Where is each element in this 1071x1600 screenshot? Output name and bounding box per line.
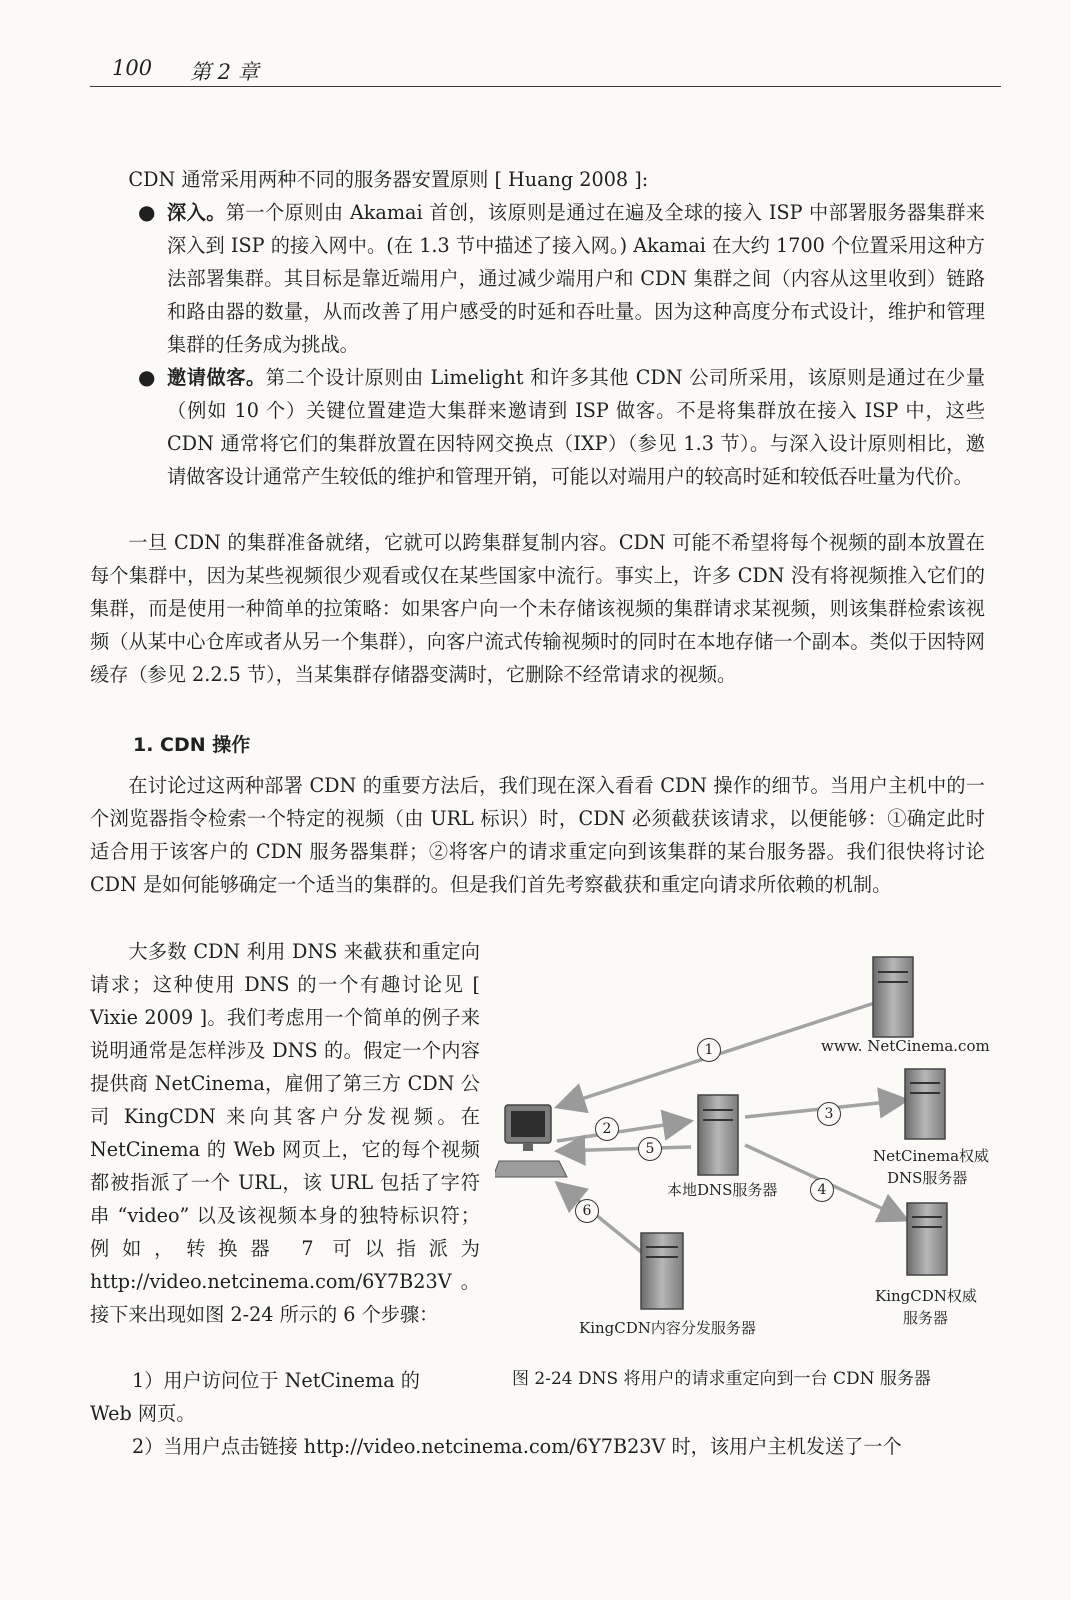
label-netcinema-web: www. NetCinema.com xyxy=(821,1037,990,1055)
kingcdn-auth-server-icon xyxy=(907,1203,947,1275)
figure-dns-redirect xyxy=(495,945,995,1365)
kingcdn-content-server-icon xyxy=(641,1233,683,1309)
step-1-second-line: Web 网页。 xyxy=(90,1402,196,1425)
step-number-5: 5 xyxy=(638,1137,662,1161)
bullet-title: 邀请做客。 xyxy=(167,366,266,389)
section-heading: 1. CDN 操作 xyxy=(133,734,251,756)
label-kingcdn-auth-line1: KingCDN权威 xyxy=(875,1287,977,1305)
netcinema-web-server-icon xyxy=(873,957,913,1037)
bullet-dot-icon: ● xyxy=(138,365,156,389)
page-number: 100 xyxy=(112,56,153,80)
bullet-text: 第二个设计原则由 Limelight 和许多其他 CDN 公司所采用，该原则是通过在少量（例如 10 个）关键位置建造大集群来邀请到 ISP 做客。不是将集群放在接入 ISP 中，这些 CDN 通常将它们的集群放置在因特网交换点（IXP）（参见 1.3 节）。与深入设计原则相比，邀请做客设计通常产生较低的维护和管理开销，可能以对端用户的较高时延和较低吞吐量为代价。 xyxy=(167,366,986,488)
bullet-list xyxy=(90,196,985,493)
netcinema-dns-server-icon xyxy=(905,1069,945,1139)
label-local-dns: 本地DNS服务器 xyxy=(667,1181,778,1199)
step-2: 2）当用户点击链接 http://video.netcinema.com/6Y7B23V 时，该用户主机发送了一个 xyxy=(132,1435,902,1458)
bullet-text: 第一个原则由 Akamai 首创，该原则是通过在遍及全球的接入 ISP 中部署服务器集群来深入到 ISP 的接入网中。(在 1.3 节中描述了接入网。) Akamai 在大约 1700 个位置采用这种方法部署集群。其目标是靠近端用户，通过减少端用户和 CDN 集群之间（内容从这里收到）链路和路由器的数量，从而改善了用户感受的时延和吞吐量。因为这种高度分布式设计，维护和管理集群的任务成为挑战。 xyxy=(167,201,985,356)
bullet-dot-icon: ● xyxy=(138,200,156,224)
chapter-label: 第 2 章 xyxy=(190,60,259,84)
local-dns-server-icon xyxy=(698,1095,738,1175)
label-kingcdn-auth-line2: 服务器 xyxy=(903,1309,949,1327)
bullet-item-invite xyxy=(90,361,985,493)
step-number-2: 2 xyxy=(595,1117,619,1141)
step-number-1: 1 xyxy=(697,1038,721,1062)
bullet-title: 深入。 xyxy=(167,201,226,224)
user-computer-icon xyxy=(495,1105,567,1177)
arrow-step-5 xyxy=(557,1147,691,1151)
step-number-4: 4 xyxy=(810,1178,834,1202)
body-paragraph-2: 在讨论过这两种部署 CDN 的重要方法后，我们现在深入看看 CDN 操作的细节。当用户主机中的一个浏览器指令检索一个特定的视频（由 URL 标识）时，CDN 必须截获该请求，以便能够：①确定此时适合用于该客户的 CDN 服务器集群；②将客户的请求重定向到该集群的某台服务器。我们很快将讨论 CDN 是如何能够确定一个适当的集群的。但是我们首先考察截获和重定向请求所依赖的机制。 xyxy=(90,774,985,896)
label-netcinema-dns-line1: NetCinema权威 xyxy=(873,1147,990,1165)
body-paragraph-1: 一旦 CDN 的集群准备就绪，它就可以跨集群复制内容。CDN 可能不希望将每个视频的副本放置在每个集群中，因为某些视频很少观看或仅在某些国家中流行。事实上，许多 CDN 没有将视频推入它们的集群，而是使用一种简单的拉策略：如果客户向一个未存储该视频的集群请求某视频，则该集群检索该视频（从某中心仓库或者从另一个集群），向客户流式传输视频时的同时在本地存储一个副本。类似于因特网缓存（参见 2.2.5 节），当某集群存储器变满时，它删除不经常请求的视频。 xyxy=(90,531,985,686)
page-header xyxy=(90,52,1001,87)
bullet-item-deep xyxy=(90,196,985,361)
label-netcinema-dns-line2: DNS服务器 xyxy=(887,1169,968,1187)
label-kingcdn-content: KingCDN内容分发服务器 xyxy=(579,1319,756,1337)
body-paragraph-3: 大多数 CDN 利用 DNS 来截获和重定向请求；这种使用 DNS 的一个有趣讨论见 [ Vixie 2009 ]。我们考虑用一个简单的例子来说明通常是怎样涉及 DNS 的。假定一个内容提供商 NetCinema，雇佣了第三方 CDN 公司 KingCDN 来向其客户分发视频。在 NetCinema 的 Web 网页上，它的每个视频都被指派了一个 URL，该 URL 包括了字符串 “video” 以及该视频本身的独特标识符；例如，转换器 7 可以指派为 http://video.netcinema.com/6Y7B23V。接下来出现如图 2-24 所示的 6 个步骤： xyxy=(90,940,480,1326)
arrow-step-2 xyxy=(557,1121,691,1141)
step-number-3: 3 xyxy=(817,1102,841,1126)
step-1-first-line: 1）用户访问位于 NetCinema 的 xyxy=(132,1369,420,1392)
arrow-step-6 xyxy=(557,1183,645,1255)
intro-paragraph: CDN 通常采用两种不同的服务器安置原则 [ Huang 2008 ]: xyxy=(128,168,649,191)
step-number-6: 6 xyxy=(575,1199,599,1223)
figure-caption: 图 2-24 DNS 将用户的请求重定向到一台 CDN 服务器 xyxy=(512,1369,931,1389)
